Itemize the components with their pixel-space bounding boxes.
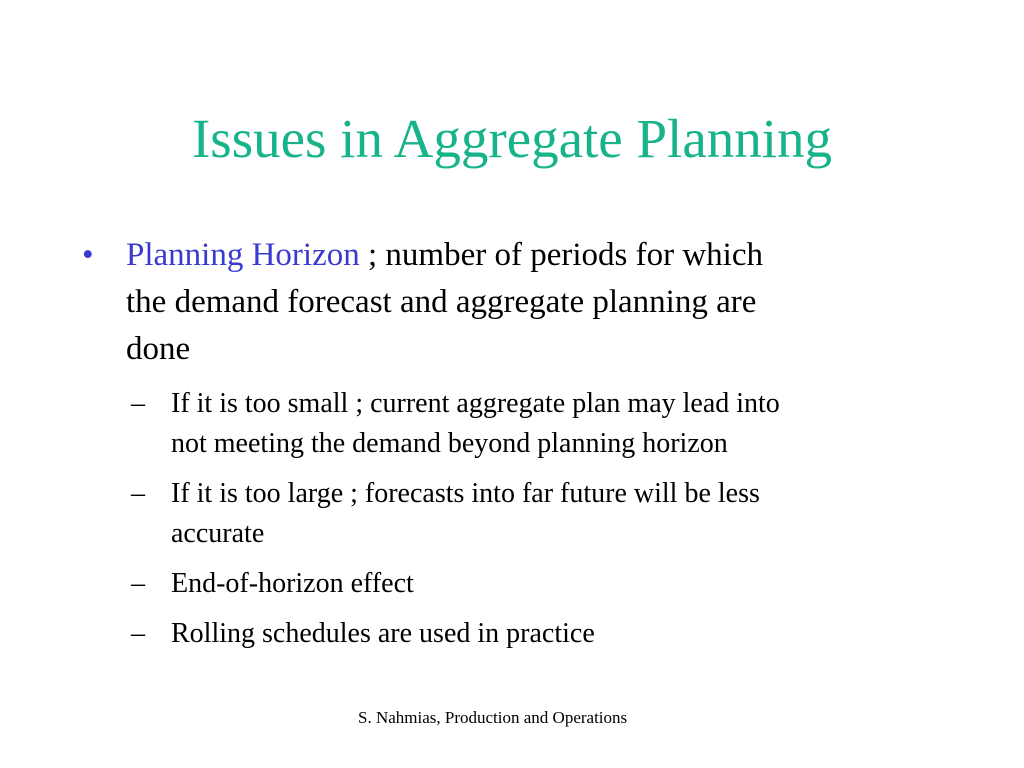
sub-bullet-text: not meeting the demand beyond planning horizon: [171, 428, 728, 459]
sub-bullet-text: If it is too small ; current aggregate plan may lead into: [171, 388, 780, 419]
main-bullet-text-2: the demand forecast and aggregate planning are: [126, 284, 757, 320]
dash-marker: –: [131, 478, 145, 509]
sub-bullet-text: If it is too large ; forecasts into far future will be less: [171, 478, 760, 509]
slide-title: Issues in Aggregate Planning: [191, 108, 833, 169]
sub-bullet-text: accurate: [171, 518, 265, 549]
sub-bullet-text: Rolling schedules are used in practice: [171, 618, 595, 649]
main-bullet-line-3: [82, 326, 982, 373]
main-bullet-line-2: [82, 279, 982, 326]
sub-bullet-continuation: [131, 514, 991, 564]
sub-bullet-item: [131, 384, 991, 424]
bullet-marker: •: [82, 237, 94, 273]
main-bullet-text-1: [126, 232, 763, 279]
dash-marker: –: [131, 388, 145, 419]
sub-bullet-item: [131, 564, 991, 614]
main-bullet-text-1-rest: ; number of periods for which: [359, 237, 763, 273]
sub-bullet-list: [131, 384, 991, 654]
main-bullet: [82, 232, 982, 373]
dash-marker: –: [131, 568, 145, 599]
dash-marker: –: [131, 618, 145, 649]
footer-citation: S. Nahmias, Production and Operations: [358, 708, 628, 727]
main-bullet-line-1: [82, 232, 982, 279]
sub-bullet-item: [131, 614, 991, 654]
sub-bullet-item: [131, 474, 991, 514]
main-bullet-text-3: done: [126, 331, 191, 367]
sub-bullet-text: End-of-horizon effect: [171, 568, 414, 599]
sub-bullet-continuation: [131, 424, 991, 474]
planning-horizon-keyword: Planning Horizon: [126, 237, 360, 273]
